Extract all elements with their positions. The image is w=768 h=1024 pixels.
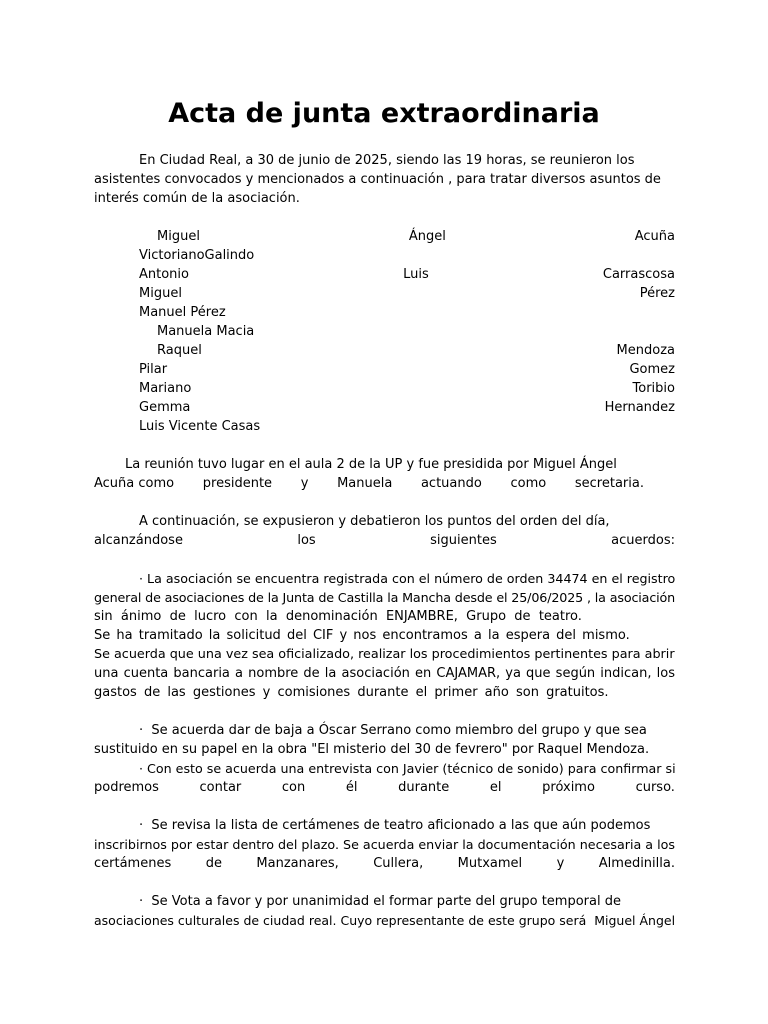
agreement-2-line: · Se acuerda dar de baja a Óscar Serrano como miembro del grupo y que sea [139,723,647,738]
meeting-line-1: La reunión tuvo lugar en el aula 2 de la UP y fue presidida por Miguel Ángel [125,457,617,472]
agreement-1-line: · La asociación se encuentra registrada con el número de orden 34474 en el registro [139,571,676,586]
agreement-1-line: Se acuerda que una vez sea oficializado, realizar los procedimientos pertinentes para abrir [94,647,675,662]
meeting-line-2: Acuña como presidente y Manuela actuando como secretaria. [94,476,644,491]
attendee-row: Miguel Pérez [139,286,675,301]
intro-line-3: interés común de la asociación. [94,191,300,206]
agreement-3-line: · Se revisa la lista de certámenes de teatro aficionado a las que aún podemos [139,818,651,833]
agreement-3-line: certámenes de Manzanares, Cullera, Mutxamel y Almedinilla. [94,856,675,871]
intro-line-2: asistentes convocados y mencionados a continuación , para tratar diversos asuntos de [94,172,661,187]
intro-line-1: En Ciudad Real, a 30 de junio de 2025, siendo las 19 horas, se reunieron los [139,153,635,168]
agreement-4-line: asociaciones culturales de ciudad real. Cuyo representante de este grupo será Miguel Ángel [94,913,676,928]
continuation-line-2: alcanzándose los siguientes acuerdos: [94,533,675,548]
agreement-3-line: inscribirnos por estar dentro del plazo. Se acuerda enviar la documentación necesaria a los [94,837,676,852]
attendee-row: Antonio Luis Carrascosa [139,267,675,282]
attendee-row: Miguel Ángel Acuña [157,229,675,244]
document-title: Acta de junta extraordinaria [168,98,600,129]
attendee-row: Manuel Pérez [139,305,226,320]
attendee-row: VictorianoGalindo [139,248,255,263]
agreement-1-line: una cuenta bancaria a nombre de la asociación en CAJAMAR, ya que según indican, los [94,666,675,681]
agreement-2-line: podremos contar con él durante el próximo curso. [94,780,675,795]
agreement-4-line: · Se Vota a favor y por unanimidad el formar parte del grupo temporal de [139,894,621,909]
agreement-1-line: general de asociaciones de la Junta de Castilla la Mancha desde el 25/06/2025 , la asociación [94,590,676,605]
attendee-row: Manuela Macia [157,324,255,339]
agreement-1-line: sin ánimo de lucro con la denominación ENJAMBRE, Grupo de teatro. [94,609,582,624]
agreement-1-line: gastos de las gestiones y comisiones durante el primer año son gratuitos. [94,685,609,700]
attendee-row: Mariano Toribio [139,381,675,396]
attendee-row: Raquel Mendoza [157,343,675,358]
attendee-row: Gemma Hernandez [139,400,675,415]
continuation-line-1: A continuación, se expusieron y debatieron los puntos del orden del día, [139,514,610,529]
agreement-2-line: · Con esto se acuerda una entrevista con Javier (técnico de sonido) para confirmar si [139,761,676,776]
agreement-1-line: Se ha tramitado la solicitud del CIF y nos encontramos a la espera del mismo. [94,628,630,643]
attendee-row: Luis Vicente Casas [139,419,261,434]
attendee-row: Pilar Gomez [139,362,675,377]
agreement-2-line: sustituido en su papel en la obra "El misterio del 30 de fevrero" por Raquel Mendoza. [94,742,650,757]
document-body [94,151,675,930]
